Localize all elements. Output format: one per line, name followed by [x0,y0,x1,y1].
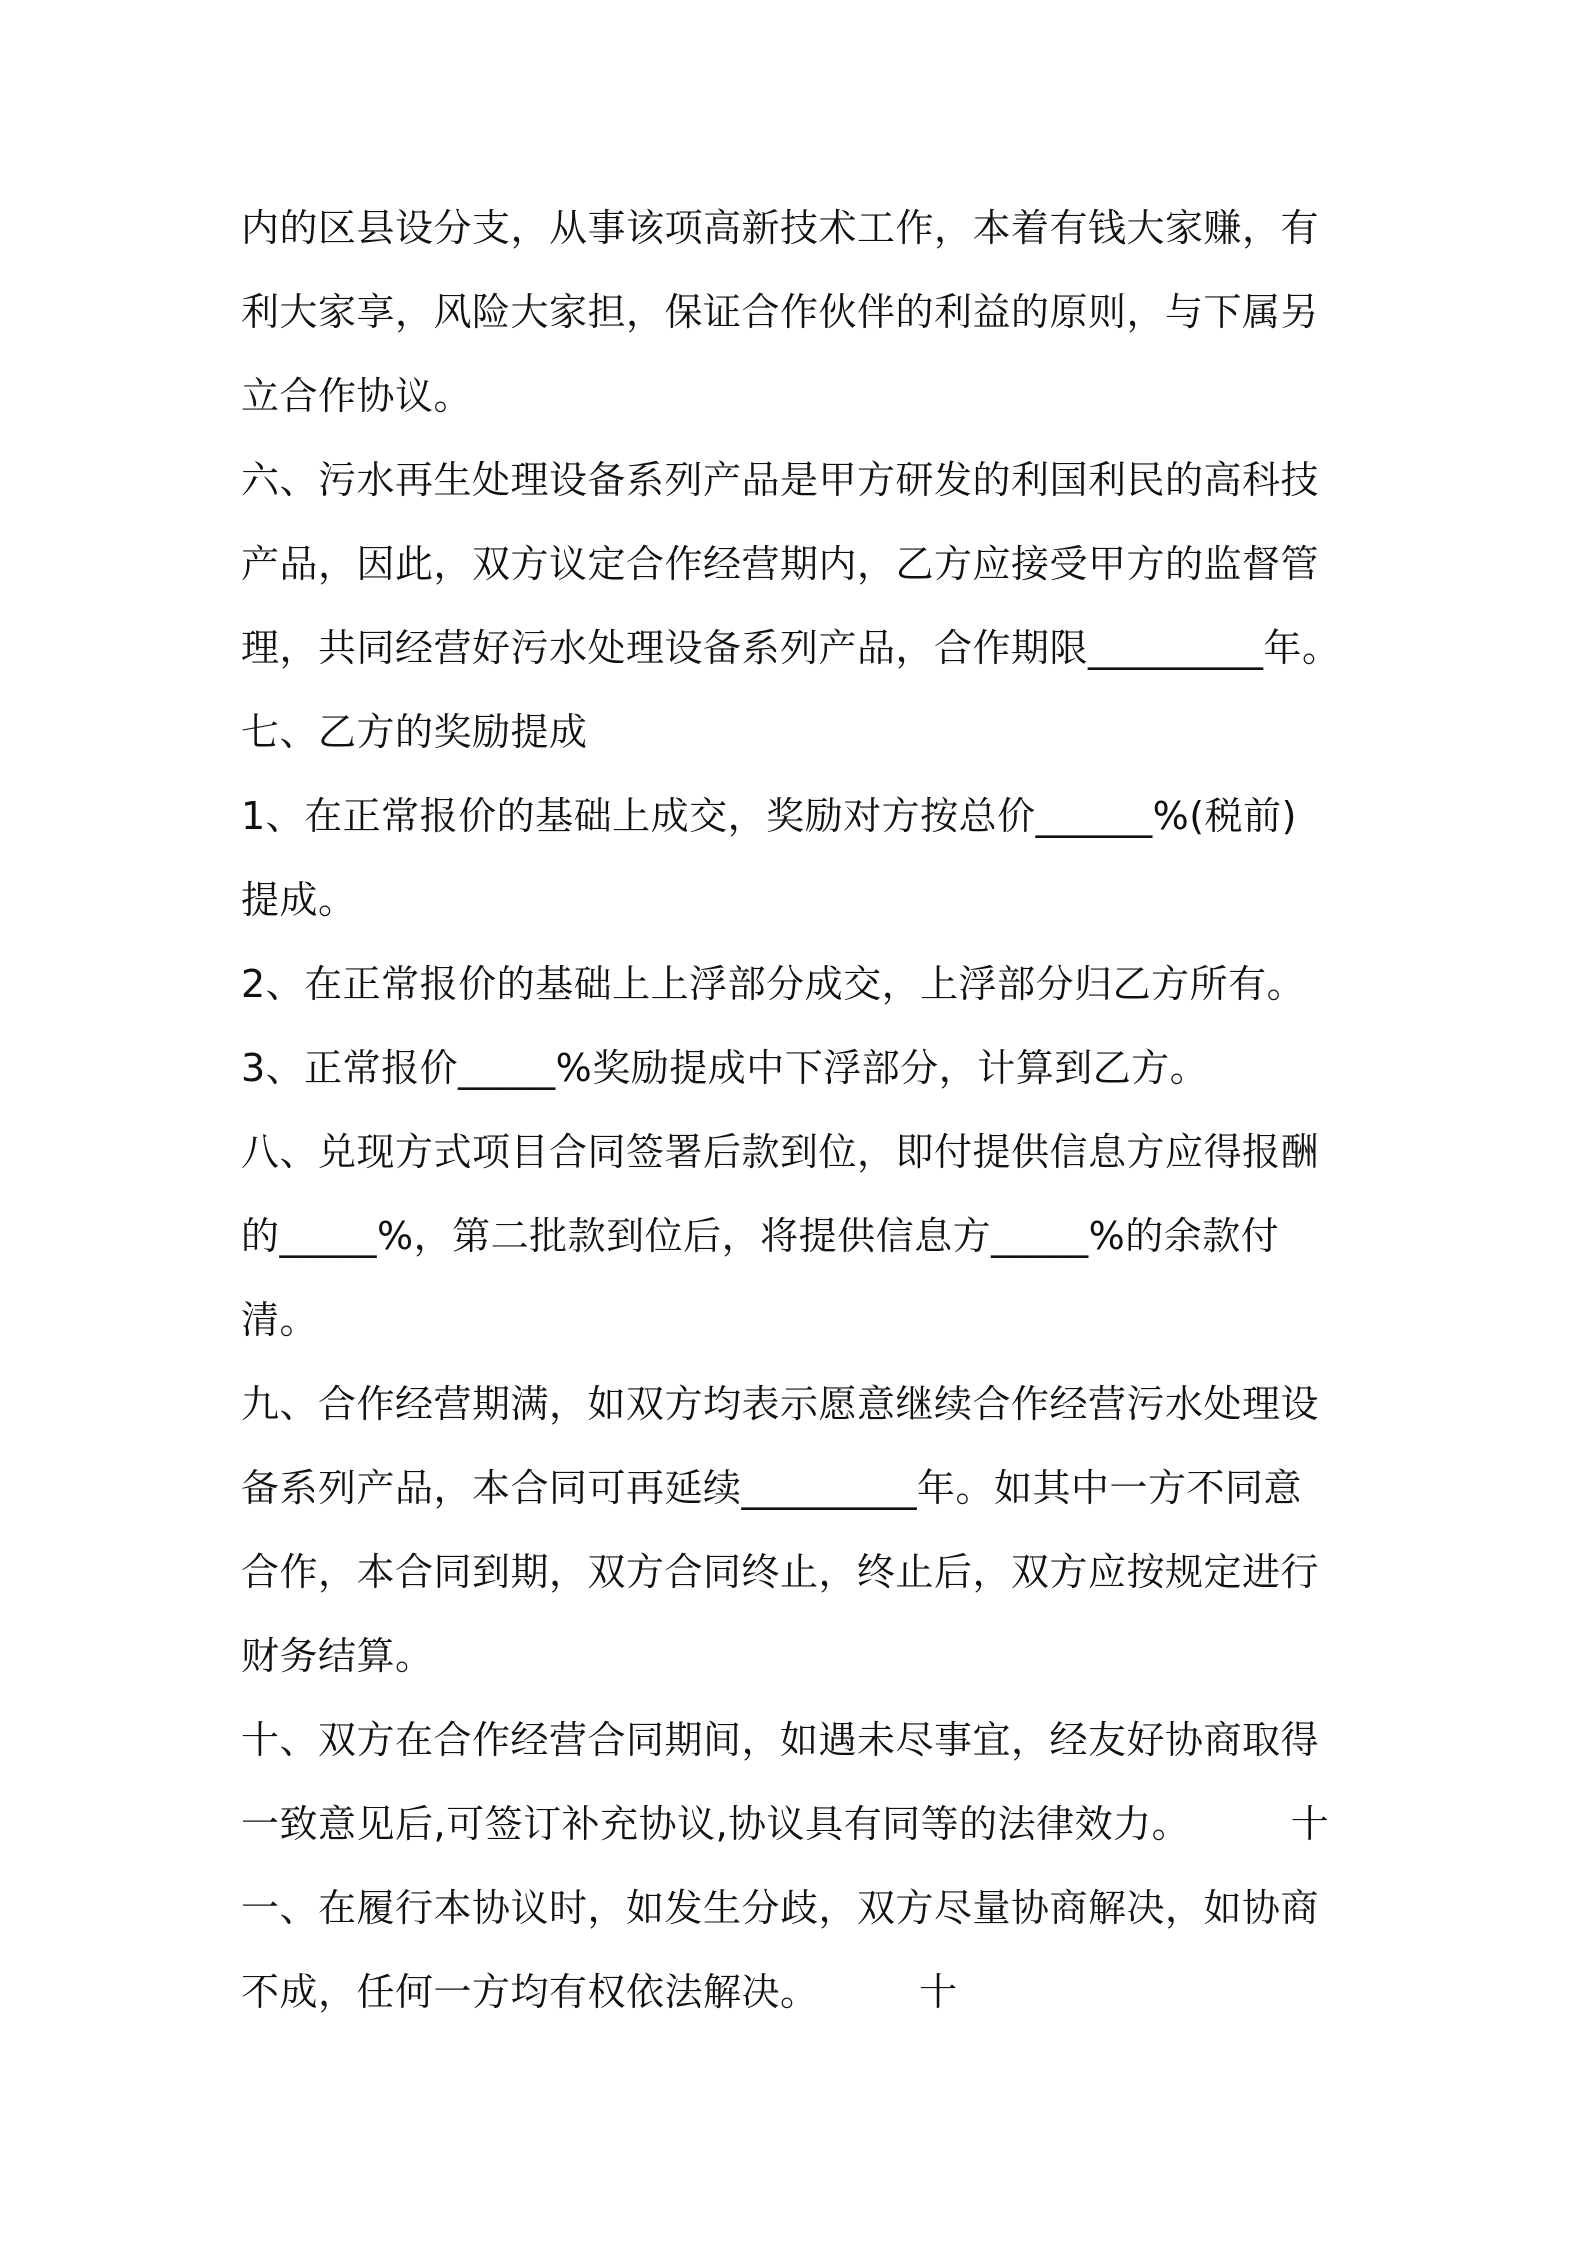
text-line: 合作，本合同到期，双方合同终止，终止后，双方应按规定进行 [241,1550,1320,1594]
text-line: 八、兑现方式项目合同签署后款到位，即付提供信息方应得报酬 [241,1130,1320,1174]
text-line: 内的区县设分支，从事该项高新技术工作，本着有钱大家赚，有 [241,206,1320,250]
text-line: 十、双方在合作经营合同期间，如遇未尽事宜，经友好协商取得 [241,1718,1320,1762]
text-line: 六、污水再生处理设备系列产品是甲方研发的利国利民的高科技 [241,458,1320,502]
text-line: 清。 [241,1298,319,1342]
text-line: 2、在正常报价的基础上上浮部分成交，上浮部分归乙方所有。 [241,962,1306,1006]
text-line: 备系列产品，本合同可再延续_________年。如其中一方不同意 [241,1466,1303,1510]
text-line: 提成。 [241,878,357,922]
text-line: 3、正常报价_____%奖励提成中下浮部分，计算到乙方。 [241,1046,1209,1090]
text-line: 九、合作经营期满，如双方均表示愿意继续合作经营污水处理设 [241,1382,1320,1426]
text-line: 不成，任何一方均有权依法解决。 十 [241,1970,958,2014]
text-line: 利大家享，风险大家担，保证合作伙伴的利益的原则，与下属另 [241,290,1320,334]
text-line: 产品，因此，双方议定合作经营期内，乙方应接受甲方的监督管 [241,542,1320,586]
text-line: 的_____%，第二批款到位后，将提供信息方_____%的余款付 [241,1214,1280,1258]
text-line: 理，共同经营好污水处理设备系列产品，合作期限_________年。 [241,626,1341,670]
text-line: 财务结算。 [241,1634,434,1678]
text-line: 一、在履行本协议时，如发生分歧，双方尽量协商解决，如协商 [241,1886,1320,1930]
section-heading: 七、乙方的奖励提成 [241,710,588,754]
text-line: 立合作协议。 [241,374,473,418]
text-line: 一致意见后,可签订补充协议,协议具有同等的法律效力。 十 [241,1802,1330,1846]
text-line: 1、在正常报价的基础上成交，奖励对方按总价______%(税前) [241,794,1297,838]
